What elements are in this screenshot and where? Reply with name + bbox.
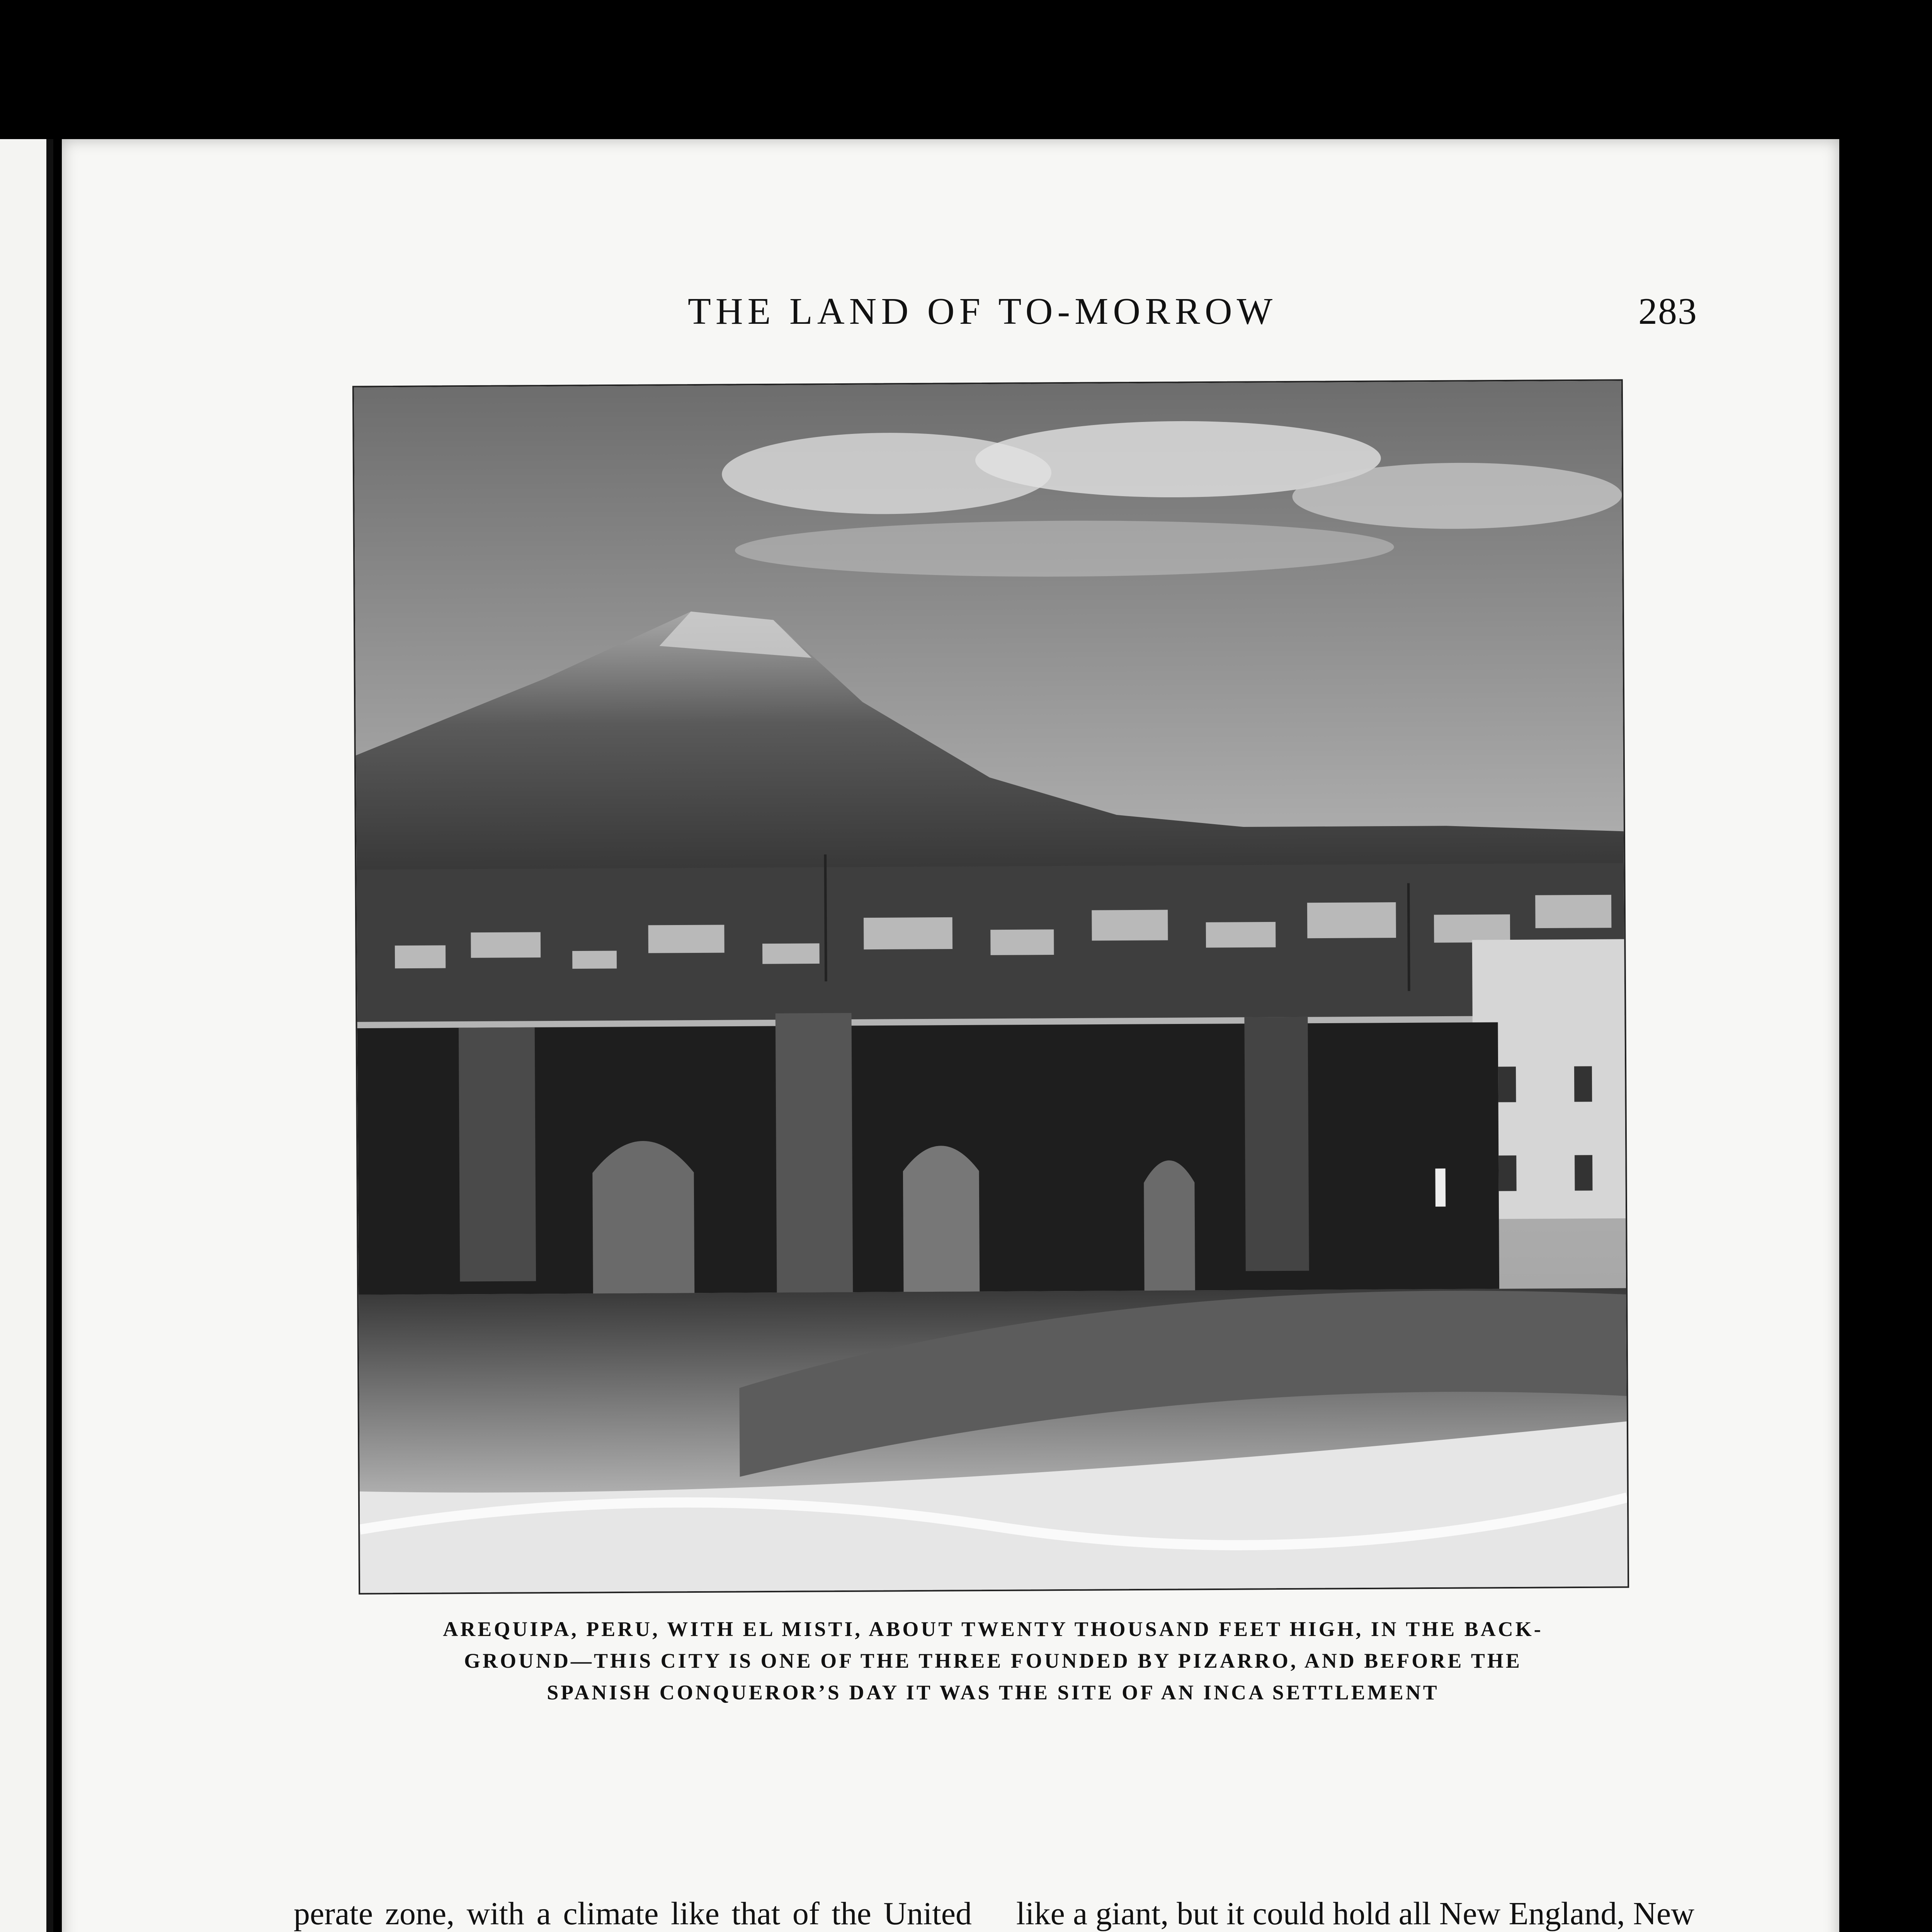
caption-line-3: SPANISH CONQUEROR’S DAY IT WAS THE SITE OF AN INCA SETTLEMENT <box>547 1681 1439 1704</box>
running-head-title: THE LAND OF TO-MORROW <box>688 291 1277 332</box>
right-text-column <box>1016 1893 1694 1932</box>
arequipa-photo <box>352 379 1629 1594</box>
left-page-edge <box>0 139 53 1932</box>
paragraph: perate zone, with a climate like that of the United <box>294 1896 972 1932</box>
page-number: 283 <box>1638 291 1697 332</box>
caption-line-1: AREQUIPA, PERU, WITH EL MISTI, ABOUT TWENTY THOUSAND FEET HIGH, IN THE BACK- <box>443 1617 1543 1641</box>
book-page <box>62 139 1839 1932</box>
paragraph: like a giant, but it could hold all New England, New <box>1016 1896 1694 1932</box>
caption-line-2: GROUND—THIS CITY IS ONE OF THE THREE FOUNDED BY PIZARRO, AND BEFORE THE <box>464 1649 1522 1672</box>
photo-illustration <box>354 381 1628 1593</box>
left-text-column <box>294 1893 972 1932</box>
photo-caption <box>348 1613 1638 1708</box>
